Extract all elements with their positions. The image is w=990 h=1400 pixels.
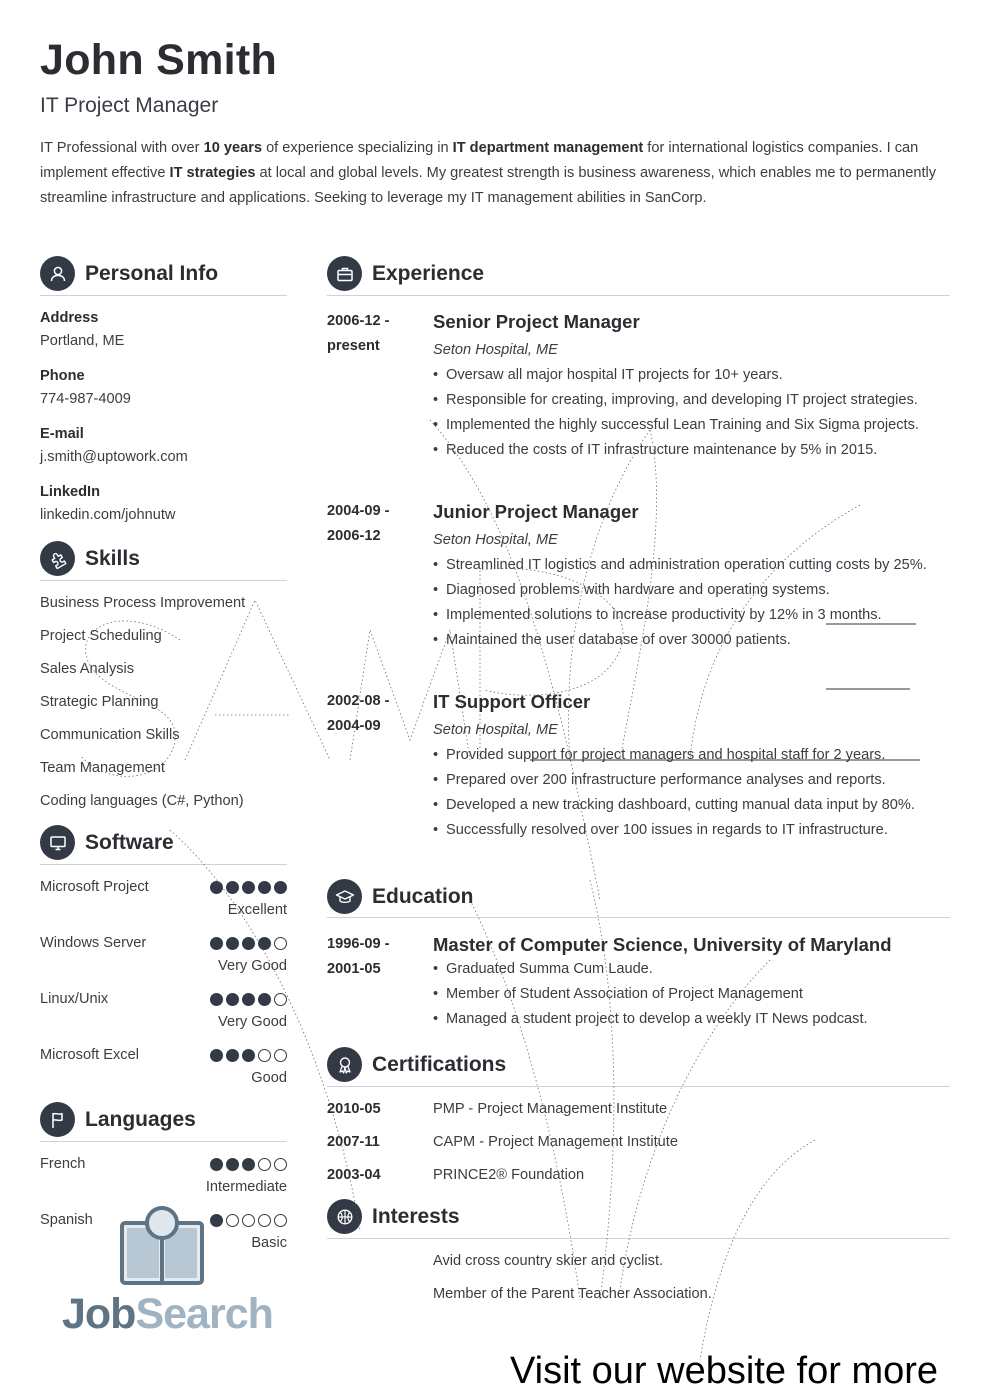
rating-dot-filled bbox=[210, 1049, 223, 1062]
rating-dot-filled bbox=[226, 1158, 239, 1171]
skill-item: Strategic Planning bbox=[40, 694, 159, 710]
certification-row bbox=[327, 1134, 950, 1159]
summary-text: at local and global levels. My greatest strength is business awareness, which enables me to permanently streamline infrastructure and applications. Seeking to leverage my IT management abilities in SanCorp. bbox=[40, 165, 937, 206]
divider bbox=[327, 917, 950, 918]
rating-dot-empty bbox=[274, 993, 287, 1006]
briefcase-icon bbox=[327, 256, 362, 291]
software-rating bbox=[40, 879, 287, 925]
monitor-icon bbox=[40, 825, 75, 860]
job-bullet: • Implemented the highly successful Lean Training and Six Sigma projects. bbox=[433, 413, 953, 438]
rating-dot-empty bbox=[258, 1158, 271, 1171]
job-dates bbox=[327, 689, 422, 739]
personal-info-heading bbox=[40, 256, 218, 291]
rating-label: Excellent bbox=[227, 902, 287, 918]
job-bullets bbox=[433, 743, 953, 843]
job-bullet: • Successfully resolved over 100 issues in regards to IT infrastructure. bbox=[433, 818, 953, 843]
graduation-cap-icon bbox=[327, 879, 362, 914]
software-name: Windows Server bbox=[40, 935, 147, 951]
info-address bbox=[40, 310, 287, 349]
info-email bbox=[40, 426, 287, 465]
certification-row bbox=[327, 1101, 950, 1126]
rating-dot-filled bbox=[210, 881, 223, 894]
rating-dot-filled bbox=[242, 1049, 255, 1062]
jobsearch-logo-text bbox=[62, 1290, 273, 1339]
rating-label: Basic bbox=[251, 1235, 287, 1251]
job-company: Seton Hospital, ME bbox=[433, 532, 558, 548]
job-bullet: • Maintained the user database of over 30000 patients. bbox=[433, 628, 953, 653]
rating-dots bbox=[210, 993, 287, 1006]
info-value: 774-987-4009 bbox=[40, 391, 131, 407]
certification-name: PRINCE2® Foundation bbox=[433, 1167, 585, 1183]
rating-dot-empty bbox=[274, 1214, 287, 1227]
rating-dots bbox=[210, 1049, 287, 1062]
software-title: Software bbox=[85, 830, 174, 854]
info-label: E-mail bbox=[40, 426, 84, 442]
info-label: Address bbox=[40, 310, 99, 326]
summary-highlight: 10 years bbox=[203, 140, 263, 156]
summary-highlight: IT department management bbox=[452, 140, 644, 156]
rating-label: Very Good bbox=[218, 1014, 287, 1030]
job-title: Junior Project Manager bbox=[433, 501, 639, 522]
software-rating bbox=[40, 1047, 287, 1093]
logo-text-job: Job bbox=[62, 1290, 136, 1338]
divider bbox=[40, 580, 287, 581]
flag-icon bbox=[40, 1102, 75, 1137]
divider bbox=[40, 295, 287, 296]
rating-label: Good bbox=[251, 1070, 287, 1086]
rating-dot-filled bbox=[242, 937, 255, 950]
job-bullets bbox=[433, 553, 953, 653]
job-date-start: 2006-12 - bbox=[327, 313, 390, 329]
software-name: Microsoft Project bbox=[40, 879, 149, 895]
job-bullet: • Provided support for project managers and hospital staff for 2 years. bbox=[433, 743, 953, 768]
language-rating bbox=[40, 1156, 287, 1202]
rating-dot-filled bbox=[242, 993, 255, 1006]
education-date-start: 1996-09 - bbox=[327, 936, 390, 952]
education-bullet: • Graduated Summa Cum Laude. bbox=[433, 957, 953, 982]
skills-title: Skills bbox=[85, 546, 140, 570]
rating-dot-filled bbox=[226, 993, 239, 1006]
summary-text: of experience specializing in bbox=[262, 140, 453, 156]
skill-item: Coding languages (C#, Python) bbox=[40, 793, 244, 809]
job-company: Seton Hospital, ME bbox=[433, 722, 558, 738]
rating-dot-filled bbox=[210, 1158, 223, 1171]
job-bullet: • Implemented solutions to increase productivity by 12% in 3 months. bbox=[433, 603, 953, 628]
divider bbox=[327, 1238, 950, 1239]
user-icon bbox=[40, 256, 75, 291]
rating-dot-filled bbox=[258, 993, 271, 1006]
job-bullet: • Prepared over 200 infrastructure performance analyses and reports. bbox=[433, 768, 953, 793]
job-dates bbox=[327, 309, 422, 359]
job-bullet: • Oversaw all major hospital IT projects for 10+ years. bbox=[433, 363, 953, 388]
certifications-title: Certifications bbox=[372, 1052, 507, 1076]
education-bullet: • Member of Student Association of Project Management bbox=[433, 982, 953, 1007]
skill-item: Business Process Improvement bbox=[40, 595, 246, 611]
education-date-end: 2001-05 bbox=[327, 961, 381, 977]
rating-dot-filled bbox=[242, 1158, 255, 1171]
job-date-start: 2004-09 - bbox=[327, 503, 390, 519]
job-bullets bbox=[433, 363, 953, 463]
job-title: IT Support Officer bbox=[433, 691, 591, 712]
education-heading bbox=[327, 879, 474, 914]
visit-website-banner[interactable]: Visit our website for more bbox=[510, 1350, 939, 1392]
puzzle-icon bbox=[40, 541, 75, 576]
interest-item: Avid cross country skier and cyclist. bbox=[433, 1253, 664, 1269]
languages-title: Languages bbox=[85, 1107, 196, 1131]
info-label: LinkedIn bbox=[40, 484, 100, 500]
rating-dot-filled bbox=[226, 1049, 239, 1062]
experience-title: Experience bbox=[372, 261, 485, 285]
rating-dot-filled bbox=[226, 937, 239, 950]
software-rating bbox=[40, 935, 287, 981]
skills-heading bbox=[40, 541, 140, 576]
job-title: Senior Project Manager bbox=[433, 311, 640, 332]
education-title: Education bbox=[372, 884, 474, 908]
skill-item: Sales Analysis bbox=[40, 661, 135, 677]
divider bbox=[40, 864, 287, 865]
summary-text: IT Professional with over bbox=[40, 140, 204, 156]
job-company: Seton Hospital, ME bbox=[433, 342, 558, 358]
rating-dot-filled bbox=[226, 881, 239, 894]
certification-row bbox=[327, 1167, 950, 1192]
education-bullet: • Managed a student project to develop a weekly IT News podcast. bbox=[433, 1007, 953, 1032]
divider bbox=[327, 295, 950, 296]
software-rating bbox=[40, 991, 287, 1037]
info-phone bbox=[40, 368, 287, 407]
software-name: Linux/Unix bbox=[40, 991, 109, 1007]
certification-date: 2003-04 bbox=[327, 1167, 381, 1183]
basketball-icon bbox=[327, 1199, 362, 1234]
rating-label: Intermediate bbox=[205, 1179, 287, 1195]
skill-item: Project Scheduling bbox=[40, 628, 162, 644]
job-date-end: 2004-09 bbox=[327, 718, 381, 734]
resume-job-title: IT Project Manager bbox=[40, 94, 219, 117]
resume-name: John Smith bbox=[40, 36, 278, 84]
job-bullet: • Streamlined IT logistics and administration operation cutting costs by 25%. bbox=[433, 553, 953, 578]
rating-dot-filled bbox=[210, 993, 223, 1006]
rating-dot-filled bbox=[258, 881, 271, 894]
summary-text: for international logistics companies. I can implement effective bbox=[40, 140, 919, 181]
rating-dots bbox=[210, 881, 287, 894]
rating-dot-empty bbox=[274, 937, 287, 950]
certification-date: 2010-05 bbox=[327, 1101, 381, 1117]
certification-date: 2007-11 bbox=[327, 1134, 380, 1150]
info-linkedin bbox=[40, 484, 287, 523]
job-date-end: present bbox=[327, 338, 380, 354]
rating-dot-filled bbox=[242, 881, 255, 894]
experience-heading bbox=[327, 256, 484, 291]
skill-item: Communication Skills bbox=[40, 727, 180, 743]
rating-dots bbox=[210, 937, 287, 950]
rating-dot-filled bbox=[274, 881, 287, 894]
certification-name: CAPM - Project Management Institute bbox=[433, 1134, 678, 1150]
certification-name: PMP - Project Management Institute bbox=[433, 1101, 668, 1117]
rating-dot-empty bbox=[274, 1158, 287, 1171]
language-name: French bbox=[40, 1156, 86, 1172]
resume-summary bbox=[40, 136, 950, 211]
language-name: Spanish bbox=[40, 1212, 93, 1228]
info-value: linkedin.com/johnutw bbox=[40, 507, 176, 523]
education-bullets bbox=[433, 957, 953, 1032]
education-dates bbox=[327, 932, 422, 982]
info-label: Phone bbox=[40, 368, 85, 384]
job-bullet: • Reduced the costs of IT infrastructure maintenance by 5% in 2015. bbox=[433, 438, 953, 463]
job-bullet: • Responsible for creating, improving, and developing IT project strategies. bbox=[433, 388, 953, 413]
software-heading bbox=[40, 825, 174, 860]
info-value: j.smith@uptowork.com bbox=[40, 449, 188, 465]
languages-heading bbox=[40, 1102, 196, 1137]
certifications-heading bbox=[327, 1047, 506, 1082]
interest-item: Member of the Parent Teacher Association. bbox=[433, 1286, 712, 1302]
personal-info-title: Personal Info bbox=[85, 261, 219, 285]
divider bbox=[40, 1141, 287, 1142]
rating-dot-filled bbox=[210, 937, 223, 950]
divider bbox=[327, 1086, 950, 1087]
job-date-end: 2006-12 bbox=[327, 528, 381, 544]
job-date-start: 2002-08 - bbox=[327, 693, 390, 709]
rating-dots bbox=[210, 1158, 287, 1171]
rating-dot-filled bbox=[258, 937, 271, 950]
skill-item: Team Management bbox=[40, 760, 165, 776]
summary-highlight: IT strategies bbox=[169, 165, 256, 181]
interests-heading bbox=[327, 1199, 460, 1234]
job-bullet: • Diagnosed problems with hardware and operating systems. bbox=[433, 578, 953, 603]
software-name: Microsoft Excel bbox=[40, 1047, 139, 1063]
interests-title: Interests bbox=[372, 1204, 460, 1228]
rating-label: Very Good bbox=[218, 958, 287, 974]
info-value: Portland, ME bbox=[40, 333, 125, 349]
job-bullet: • Developed a new tracking dashboard, cutting manual data input by 80%. bbox=[433, 793, 953, 818]
logo-text-search: Search bbox=[135, 1290, 273, 1338]
job-dates bbox=[327, 499, 422, 549]
degree-title: Master of Computer Science, University of Maryland bbox=[433, 934, 892, 955]
rating-dot-empty bbox=[274, 1049, 287, 1062]
rating-dot-empty bbox=[258, 1049, 271, 1062]
award-ribbon-icon bbox=[327, 1047, 362, 1082]
